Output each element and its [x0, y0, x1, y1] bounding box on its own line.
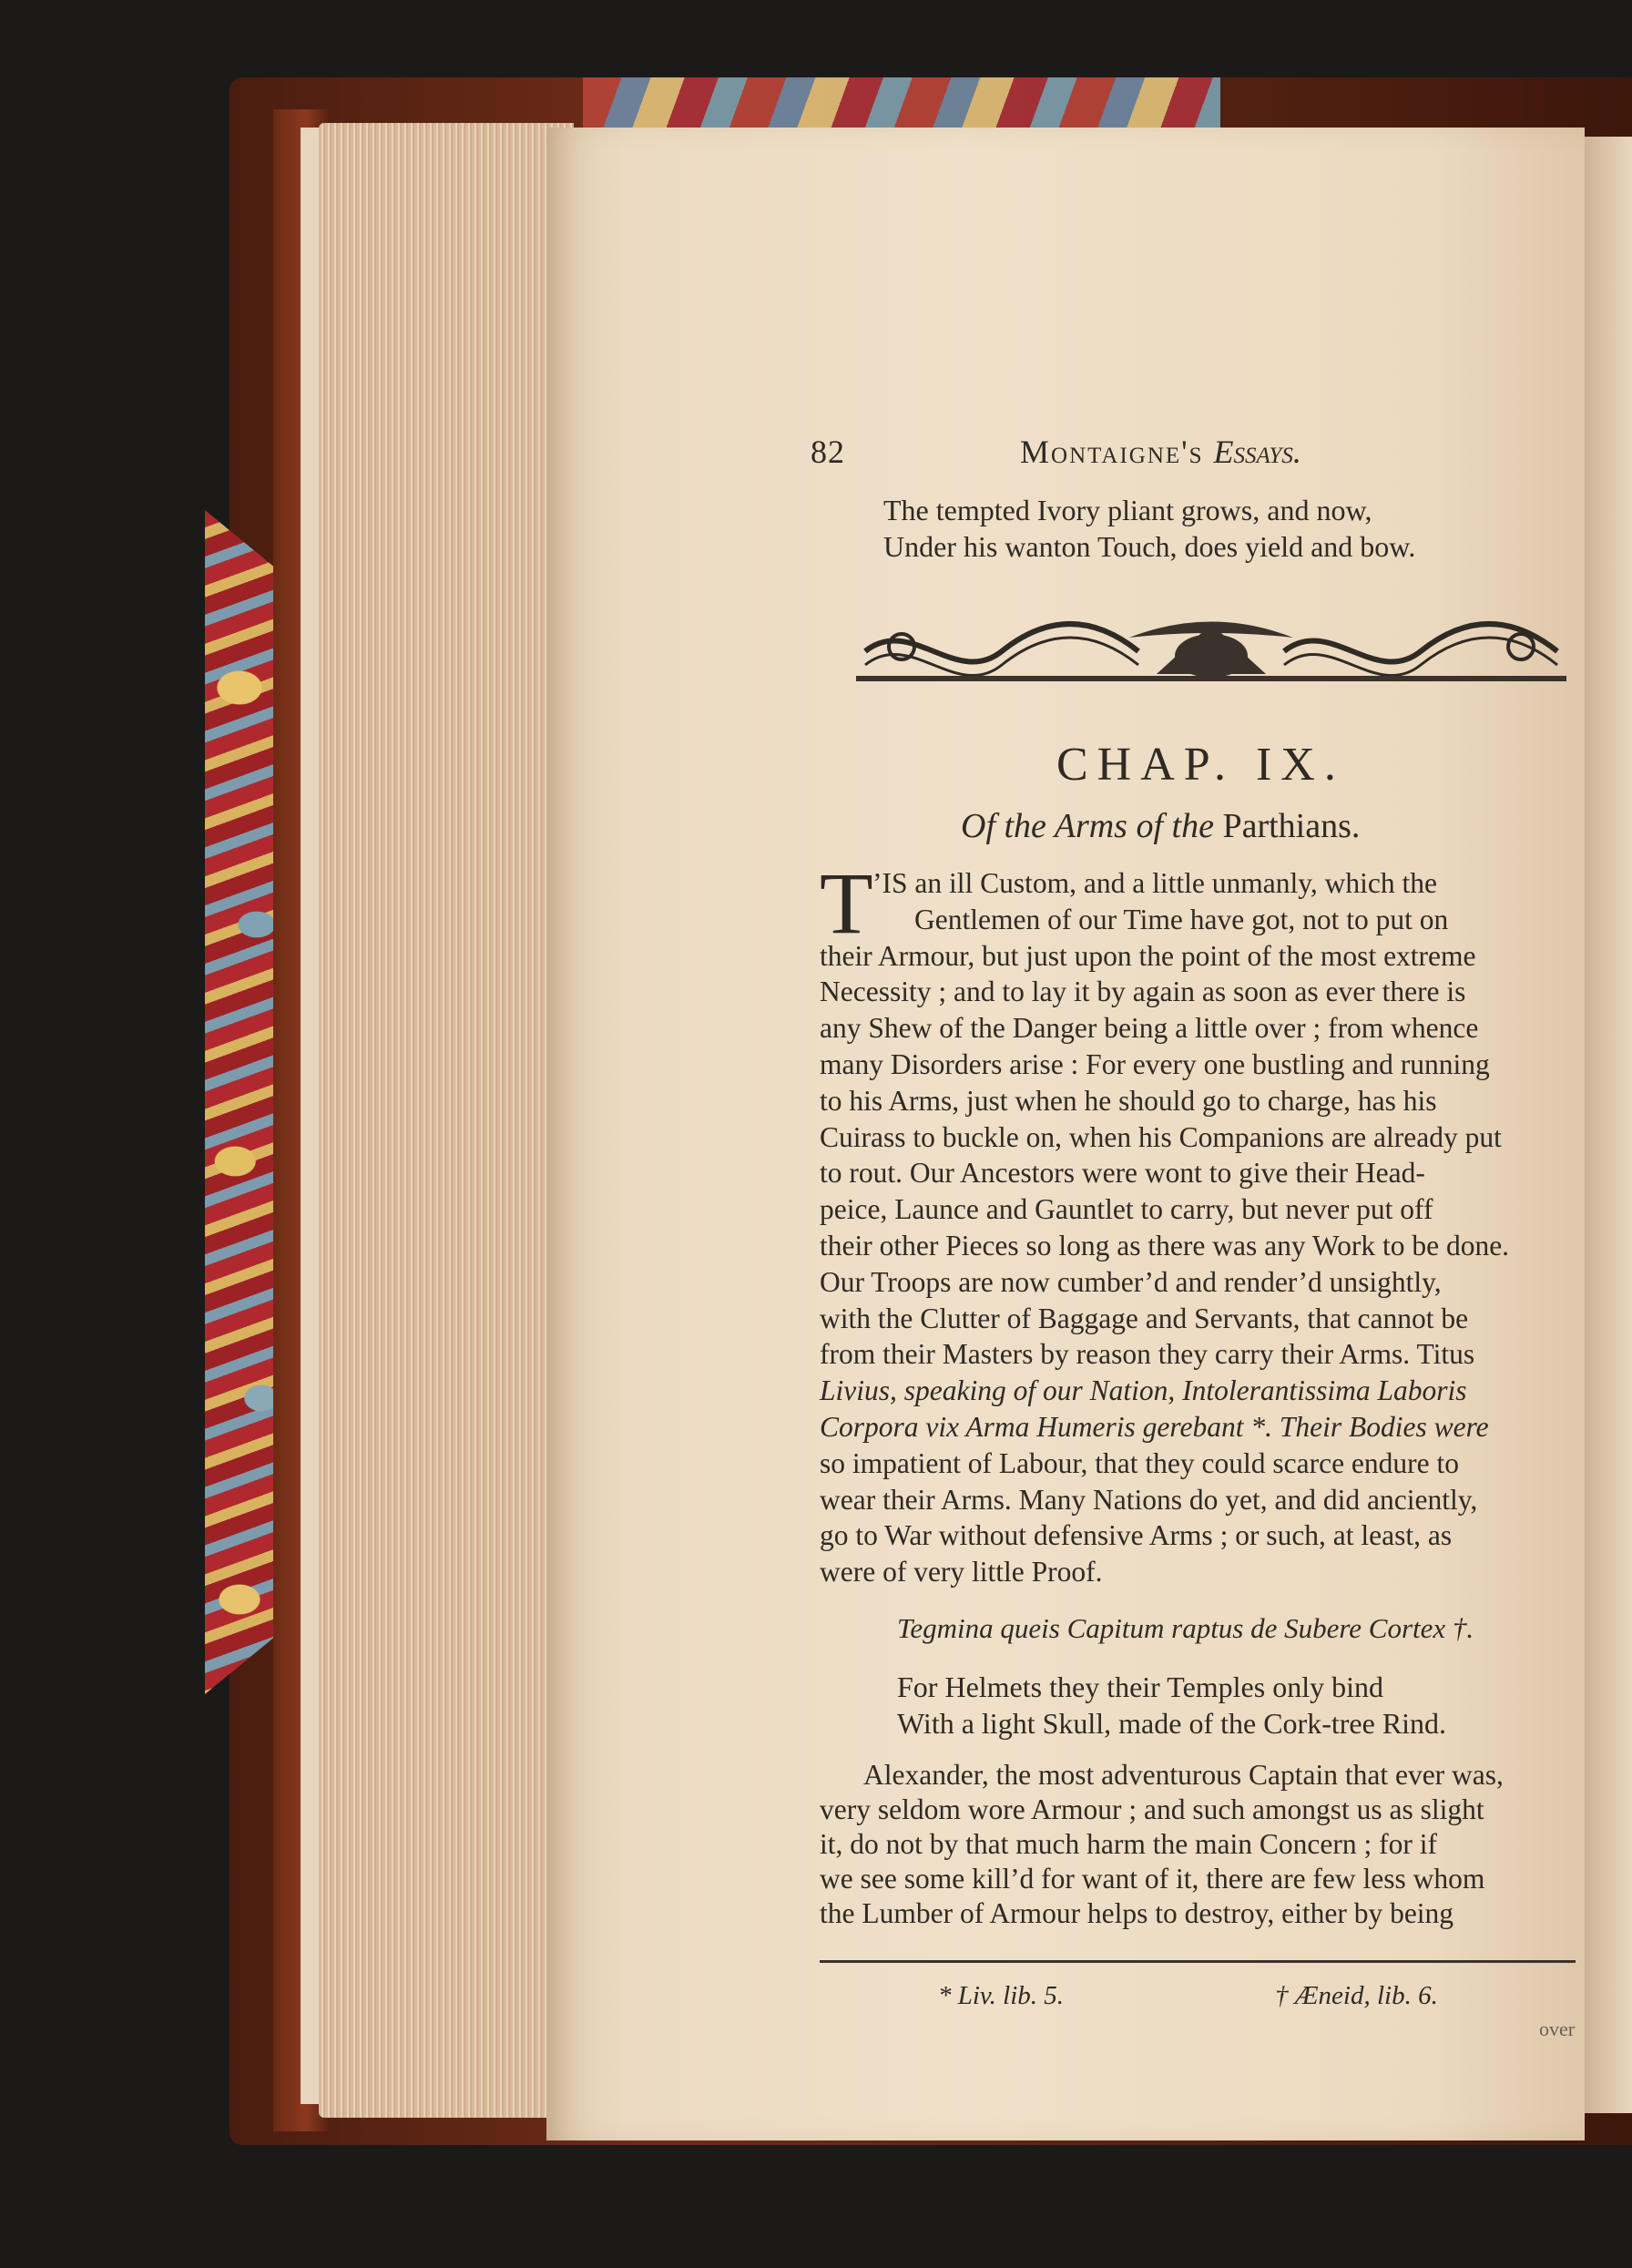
running-title-author: Montaigne's	[1020, 434, 1204, 470]
body-line: many Disorders arise : For every one bustling and running	[820, 1047, 1490, 1080]
page-number: 82	[811, 434, 845, 470]
facing-page-edge	[1585, 137, 1632, 2113]
body-line: so impatient of Labour, that they could scarce endure to	[820, 1446, 1459, 1479]
body-text-continued	[820, 1758, 1576, 1931]
verse-line: For Helmets they their Temples only bind	[897, 1670, 1383, 1703]
drop-cap: T	[820, 854, 873, 952]
body-line: their other Pieces so long as there was any Work to be done.	[820, 1229, 1510, 1262]
body-line: go to War without defensive Arms ; or such, at least, as	[820, 1519, 1453, 1552]
latin-quotation: Tegmina queis Capitum raptus de Subere Cortex †.	[897, 1612, 1474, 1644]
body-line: very seldom wore Armour ; and such amongst us as slight	[820, 1793, 1484, 1825]
opening-verse	[883, 492, 1415, 565]
verse-line: The tempted Ivory pliant grows, and now,	[883, 494, 1372, 526]
body-line: Cuirass to buckle on, when his Companions are already put	[820, 1120, 1502, 1153]
translated-verse	[897, 1669, 1446, 1742]
body-line: to his Arms, just when he should go to charge, has his	[820, 1084, 1437, 1117]
running-title	[1020, 433, 1301, 471]
body-line: we see some kill’d for want of it, there are few less whom	[820, 1863, 1485, 1895]
body-line: peice, Launce and Gauntlet to carry, but never put off	[820, 1193, 1433, 1226]
running-title-work: Essays.	[1213, 434, 1301, 470]
body-line: Alexander, the most adventurous Captain that ever was,	[863, 1759, 1504, 1791]
body-line: from their Masters by reason they carry their Arms. Titus	[820, 1338, 1475, 1371]
catchword: over	[1539, 2018, 1576, 2040]
headpiece-ornament	[856, 610, 1566, 692]
body-line: it, do not by that much harm the main Concern ; for if	[820, 1828, 1437, 1860]
body-line: Our Troops are now cumber’d and render’d unsightly,	[820, 1265, 1442, 1298]
body-line: were of very little Proof.	[820, 1556, 1103, 1589]
body-line: wear their Arms. Many Nations do yet, and did anciently,	[820, 1483, 1478, 1516]
chapter-subtitle-roman: Parthians.	[1222, 807, 1361, 845]
verse-line: Under his wanton Touch, does yield and bow.	[883, 530, 1416, 563]
verse-line: With a light Skull, made of the Cork-tree Rind.	[897, 1707, 1447, 1740]
body-line: Necessity ; and to lay it by again as soon as ever there is	[820, 976, 1466, 1008]
body-line: any Shew of the Danger being a little over ; from whence	[820, 1012, 1479, 1045]
body-line: their Armour, but just upon the point of the most extreme	[820, 939, 1476, 972]
body-line: Corpora vix Arma Humeris gerebant *. Their Bodies were	[820, 1410, 1489, 1443]
footnote-rule	[820, 1960, 1576, 1963]
body-line: to rout. Our Ancestors were wont to give their Head-	[820, 1157, 1425, 1190]
body-line: with the Clutter of Baggage and Servants, that cannot be	[820, 1302, 1469, 1334]
chapter-subtitle	[961, 806, 1360, 846]
footnote: † Æneid, lib. 6.	[1275, 1981, 1438, 2010]
body-line: Livius, speaking of our Nation, Intolerantissima Laboris	[820, 1374, 1467, 1407]
body-text	[820, 854, 1576, 1590]
footnote: * Liv. lib. 5.	[938, 1981, 1065, 2010]
chapter-subtitle-italic: Of the Arms of the	[961, 807, 1214, 845]
body-line: ’IS an ill Custom, and a little unmanly, which the	[872, 867, 1437, 899]
body-line: Gentlemen of our Time have got, not to put on	[914, 903, 1449, 935]
body-line: the Lumber of Armour helps to destroy, either by being	[820, 1897, 1454, 1929]
book-page	[546, 128, 1585, 2140]
chapter-heading: CHAP. IX.	[1056, 739, 1345, 791]
page-block-edges	[319, 123, 574, 2118]
